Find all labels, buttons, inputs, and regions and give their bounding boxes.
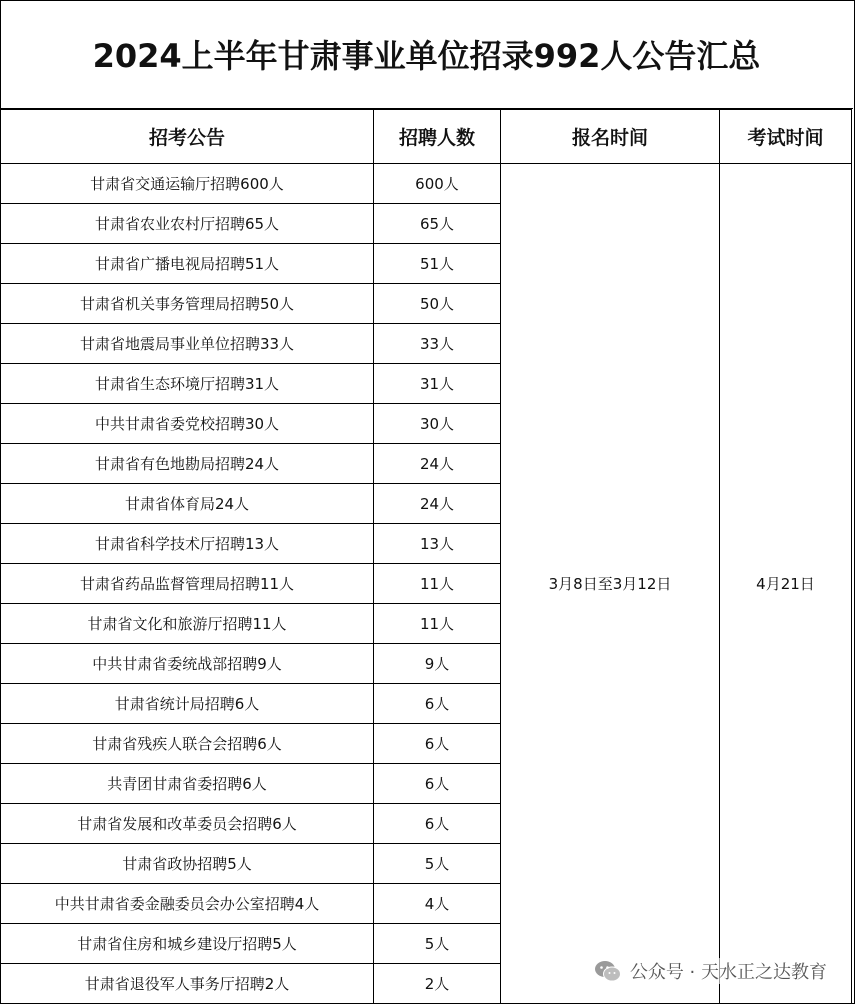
table-body [1, 164, 852, 1004]
exam-date-cell: 4月21日 [720, 164, 852, 1004]
count-cell: 9人 [374, 644, 501, 684]
count-cell: 11人 [374, 604, 501, 644]
notice-cell: 甘肃省农业农村厅招聘65人 [1, 204, 374, 244]
header-registration: 报名时间 [501, 110, 720, 164]
count-cell: 50人 [374, 284, 501, 324]
count-cell: 6人 [374, 764, 501, 804]
notice-cell: 甘肃省体育局24人 [1, 484, 374, 524]
header-notice: 招考公告 [1, 110, 374, 164]
count-cell: 24人 [374, 484, 501, 524]
notice-cell: 甘肃省统计局招聘6人 [1, 684, 374, 724]
notice-cell: 中共甘肃省委统战部招聘9人 [1, 644, 374, 684]
recruitment-table [0, 109, 852, 1004]
table-row [1, 164, 852, 204]
watermark [594, 958, 827, 984]
count-cell: 31人 [374, 364, 501, 404]
notice-cell: 甘肃省地震局事业单位招聘33人 [1, 324, 374, 364]
count-cell: 30人 [374, 404, 501, 444]
count-cell: 51人 [374, 244, 501, 284]
notice-cell: 甘肃省文化和旅游厅招聘11人 [1, 604, 374, 644]
page-title: 2024上半年甘肃事业单位招录992人公告汇总 [0, 0, 853, 109]
wechat-icon [594, 959, 622, 983]
header-exam: 考试时间 [720, 110, 852, 164]
notice-cell: 甘肃省科学技术厅招聘13人 [1, 524, 374, 564]
notice-cell: 甘肃省广播电视局招聘51人 [1, 244, 374, 284]
notice-cell: 甘肃省退役军人事务厅招聘2人 [1, 964, 374, 1004]
watermark-text: 公众号 · 天水正之达教育 [629, 962, 827, 983]
notice-cell: 甘肃省住房和城乡建设厅招聘5人 [1, 924, 374, 964]
count-cell: 65人 [374, 204, 501, 244]
notice-cell: 甘肃省政协招聘5人 [1, 844, 374, 884]
notice-cell: 甘肃省药品监督管理局招聘11人 [1, 564, 374, 604]
notice-cell: 甘肃省残疾人联合会招聘6人 [1, 724, 374, 764]
table-header-row [1, 110, 852, 164]
count-cell: 5人 [374, 924, 501, 964]
count-cell: 4人 [374, 884, 501, 924]
notice-cell: 中共甘肃省委党校招聘30人 [1, 404, 374, 444]
count-cell: 33人 [374, 324, 501, 364]
count-cell: 13人 [374, 524, 501, 564]
notice-cell: 共青团甘肃省委招聘6人 [1, 764, 374, 804]
notice-cell: 甘肃省生态环境厅招聘31人 [1, 364, 374, 404]
notice-cell: 甘肃省机关事务管理局招聘50人 [1, 284, 374, 324]
count-cell: 24人 [374, 444, 501, 484]
notice-cell: 甘肃省有色地勘局招聘24人 [1, 444, 374, 484]
registration-period-cell: 3月8日至3月12日 [501, 164, 720, 1004]
count-cell: 6人 [374, 684, 501, 724]
count-cell: 11人 [374, 564, 501, 604]
header-count: 招聘人数 [374, 110, 501, 164]
notice-cell: 中共甘肃省委金融委员会办公室招聘4人 [1, 884, 374, 924]
count-cell: 5人 [374, 844, 501, 884]
notice-cell: 甘肃省发展和改革委员会招聘6人 [1, 804, 374, 844]
count-cell: 2人 [374, 964, 501, 1004]
count-cell: 6人 [374, 804, 501, 844]
count-cell: 600人 [374, 164, 501, 204]
notice-cell: 甘肃省交通运输厅招聘600人 [1, 164, 374, 204]
count-cell: 6人 [374, 724, 501, 764]
